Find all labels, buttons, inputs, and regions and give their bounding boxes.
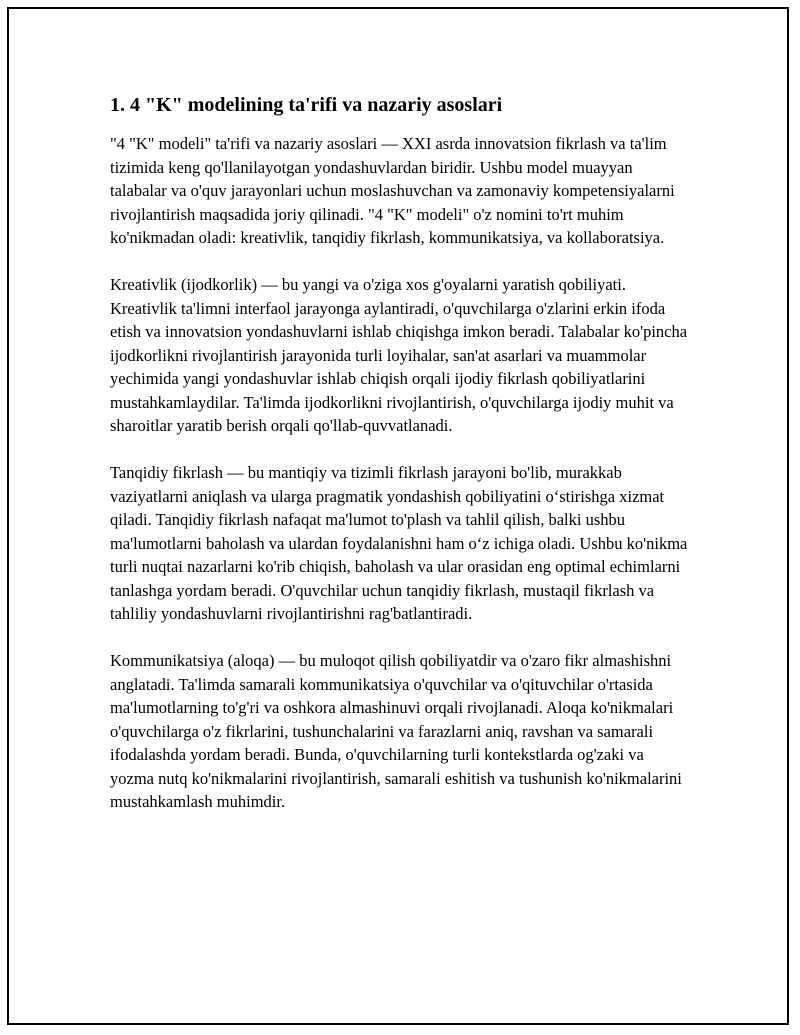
- paragraph-critical-thinking: Tanqidiy fikrlash — bu mantiqiy va tizimli fikrlash jarayoni bo'lib, murakkab vaziyatlarni aniqlash va ularga pragmatik yondashish qobiliyatini o‘stirishga xizmat qiladi. Tanqidiy fikrlash nafaqat ma'lumot to'plash va tahlil qilish, balki ushbu ma'lumotlarni baholash va ulardan foydalanishni ham o‘z ichiga oladi. Ushbu ko'nikma turli nuqtai nazarlarni ko'rib chiqish, baholash va ular orasidan eng optimal echimlarni tanlashga yordam beradi. O'quvchilar uchun tanqidiy fikrlash, mustaqil fikrlash va tahliliy yondashuvlarni rivojlantirishni rag'batlantiradi.: [110, 463, 688, 623]
- document-content: [110, 92, 690, 837]
- paragraph-communication: Kommunikatsiya (aloqa) — bu muloqot qilish qobiliyatdir va o'zaro fikr almashishni anglatadi. Ta'limda samarali kommunikatsiya o'quvchilar va o'qituvchilar o'rtasida ma'lumotlarning to'g'ri va oshkora almashinuvi orqali rivojlanadi. Aloqa ko'nikmalari o'quvchilarga o'z fikrlarini, tushunchalarini va farazlarni aniq, ravshan va samarali ifodalashda yordam beradi. Bunda, o'quvchilarning turli kontekstlarda og'zaki va yozma nutq ko'nikmalarini rivojlantirish, samarali eshitish va tushunish ko'nikmalarini mustahkamlash muhimdir.: [110, 651, 682, 811]
- section-heading: 1. 4 "K" modelining ta'rifi va nazariy asoslari: [110, 94, 503, 116]
- paragraph-intro: "4 "K" modeli" ta'rifi va nazariy asoslari — XXI asrda innovatsion fikrlash va ta'lim tizimida keng qo'llanilayotgan yondashuvlardan biridir. Ushbu model muayyan talabalar va o'quv jarayonlari uchun moslashuvchan va zamonaviy kompetensiyalarni rivojlantirish maqsadida joriy qilinadi. "4 "K" modeli" o'z nomini to'rt muhim ko'nikmadan oladi: kreativlik, tanqidiy fikrlash, kommunikatsiya, va kollaboratsiya.: [110, 134, 675, 247]
- paragraph-creativity: Kreativlik (ijodkorlik) — bu yangi va o'ziga xos g'oyalarni yaratish qobiliyati. Kreativlik ta'limni interfaol jarayonga aylantiradi, o'quvchilarga o'zlarini erkin ifoda etish va innovatsion yondashuvlarni ishlab chiqishga imkon beradi. Talabalar ko'pincha ijodkorlikni rivojlantirish jarayonida turli loyihalar, san'at asarlari va muammolar yechimida yangi yondashuvlar ishlab chiqish orqali ijodiy fikrlash qobiliyatlarini mustahkamlaydilar. Ta'limda ijodkorlikni rivojlantirish, o'quvchilarga ijodiy muhit va sharoitlar yaratib berish orqali qo'llab-quvvatlanadi.: [110, 275, 688, 435]
